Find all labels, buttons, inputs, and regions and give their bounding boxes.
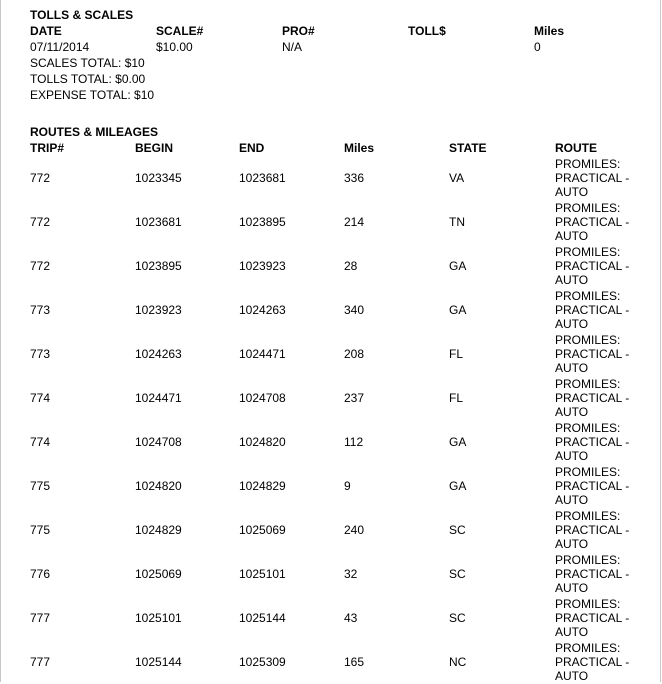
trip-cell: 776 <box>30 567 51 581</box>
end-cell: 1024708 <box>239 391 286 405</box>
trip-cell: 772 <box>30 215 51 229</box>
begin-cell: 1025069 <box>135 567 182 581</box>
state-header: STATE <box>449 141 487 155</box>
tolls-header: TOLL$ <box>408 24 446 38</box>
route-cell: PROMILES: PRACTICAL - AUTO <box>555 377 630 419</box>
table-row <box>30 200 650 244</box>
miles-cell: 43 <box>344 611 358 625</box>
begin-cell: 1023923 <box>135 303 182 317</box>
state-cell: GA <box>449 479 467 493</box>
route-cell: PROMILES: PRACTICAL - AUTO <box>555 597 630 639</box>
route-cell: PROMILES: PRACTICAL - AUTO <box>555 509 630 551</box>
begin-cell: 1024263 <box>135 347 182 361</box>
toll-scale: $10.00 <box>156 40 193 54</box>
tolls-total: TOLLS TOTAL: $0.00 <box>30 72 146 86</box>
routes-title: ROUTES & MILEAGES <box>30 125 159 139</box>
toll-miles: 0 <box>534 40 541 54</box>
miles-cell: 112 <box>344 435 364 449</box>
miles-header: Miles <box>344 141 375 155</box>
state-cell: GA <box>449 259 467 273</box>
scales-total: SCALES TOTAL: $10 <box>30 56 145 70</box>
miles-cell: 240 <box>344 523 365 537</box>
routes-section <box>30 124 650 684</box>
begin-cell: 1025144 <box>135 655 182 669</box>
miles-cell: 32 <box>344 567 358 581</box>
table-row <box>30 552 650 596</box>
end-cell: 1025069 <box>239 523 286 537</box>
trip-cell: 774 <box>30 391 51 405</box>
route-cell: PROMILES: PRACTICAL - AUTO <box>555 553 630 595</box>
miles-cell: 9 <box>344 479 351 493</box>
trip-cell: 772 <box>30 259 51 273</box>
trip-cell: 775 <box>30 523 51 537</box>
miles-cell: 28 <box>344 259 358 273</box>
begin-cell: 1023895 <box>135 259 182 273</box>
state-cell: VA <box>449 171 465 185</box>
table-row <box>30 156 650 200</box>
routes-header-row <box>30 140 650 156</box>
trip-cell: 777 <box>30 611 51 625</box>
begin-cell: 1024708 <box>135 435 182 449</box>
end-cell: 1025144 <box>239 611 286 625</box>
route-header: ROUTE <box>555 141 597 155</box>
route-cell: PROMILES: PRACTICAL - AUTO <box>555 157 630 199</box>
table-row <box>30 596 650 640</box>
begin-cell: 1024820 <box>135 479 182 493</box>
table-row <box>30 420 650 464</box>
route-cell: PROMILES: PRACTICAL - AUTO <box>555 421 630 463</box>
trip-cell: 773 <box>30 303 51 317</box>
begin-cell: 1025101 <box>135 611 182 625</box>
begin-header: BEGIN <box>135 141 174 155</box>
end-header: END <box>239 141 265 155</box>
end-cell: 1025309 <box>239 655 286 669</box>
begin-cell: 1023681 <box>135 215 182 229</box>
table-row <box>30 244 650 288</box>
state-cell: SC <box>449 567 466 581</box>
begin-cell: 1024471 <box>135 391 182 405</box>
state-cell: NC <box>449 655 467 669</box>
end-cell: 1023681 <box>239 171 286 185</box>
end-cell: 1025101 <box>239 567 286 581</box>
trip-cell: 773 <box>30 347 51 361</box>
table-row <box>30 464 650 508</box>
begin-cell: 1023345 <box>135 171 182 185</box>
end-cell: 1024471 <box>239 347 286 361</box>
miles-cell: 165 <box>344 655 365 669</box>
route-cell: PROMILES: PRACTICAL - AUTO <box>555 289 630 331</box>
trip-cell: 775 <box>30 479 51 493</box>
state-cell: FL <box>449 391 464 405</box>
route-cell: PROMILES: PRACTICAL - AUTO <box>555 641 630 683</box>
miles-cell: 336 <box>344 171 365 185</box>
expense-total: EXPENSE TOTAL: $10 <box>30 88 155 102</box>
miles-cell: 208 <box>344 347 365 361</box>
miles-header: Miles <box>534 24 565 38</box>
report-content <box>30 7 650 684</box>
state-cell: SC <box>449 523 466 537</box>
tolls-scales-header-row <box>30 23 650 39</box>
state-cell: FL <box>449 347 464 361</box>
tolls-scales-title: TOLLS & SCALES <box>30 8 134 22</box>
date-header: DATE <box>30 24 62 38</box>
miles-cell: 340 <box>344 303 365 317</box>
table-row <box>30 376 650 420</box>
end-cell: 1024263 <box>239 303 286 317</box>
toll-date: 07/11/2014 <box>30 40 90 54</box>
route-cell: PROMILES: PRACTICAL - AUTO <box>555 465 630 507</box>
end-cell: 1024820 <box>239 435 286 449</box>
table-row <box>30 508 650 552</box>
route-cell: PROMILES: PRACTICAL - AUTO <box>555 201 630 243</box>
state-cell: SC <box>449 611 466 625</box>
toll-tolls <box>408 39 534 55</box>
state-cell: GA <box>449 303 467 317</box>
state-cell: TN <box>449 215 465 229</box>
begin-cell: 1024829 <box>135 523 182 537</box>
routes-table <box>30 140 650 684</box>
pro-header: PRO# <box>282 24 315 38</box>
miles-cell: 237 <box>344 391 365 405</box>
toll-pro: N/A <box>282 40 303 54</box>
scale-header: SCALE# <box>156 24 204 38</box>
table-row <box>30 332 650 376</box>
section-spacer <box>30 103 650 124</box>
end-cell: 1023923 <box>239 259 286 273</box>
end-cell: 1023895 <box>239 215 286 229</box>
trip-cell: 772 <box>30 171 51 185</box>
table-row <box>30 288 650 332</box>
trip-header: TRIP# <box>30 141 65 155</box>
route-cell: PROMILES: PRACTICAL - AUTO <box>555 333 630 375</box>
state-cell: GA <box>449 435 467 449</box>
tolls-scales-row <box>30 39 650 55</box>
miles-cell: 214 <box>344 215 365 229</box>
tolls-scales-section <box>30 7 650 103</box>
table-row <box>30 640 650 684</box>
end-cell: 1024829 <box>239 479 286 493</box>
route-cell: PROMILES: PRACTICAL - AUTO <box>555 245 630 287</box>
trip-cell: 777 <box>30 655 51 669</box>
trip-cell: 774 <box>30 435 51 449</box>
